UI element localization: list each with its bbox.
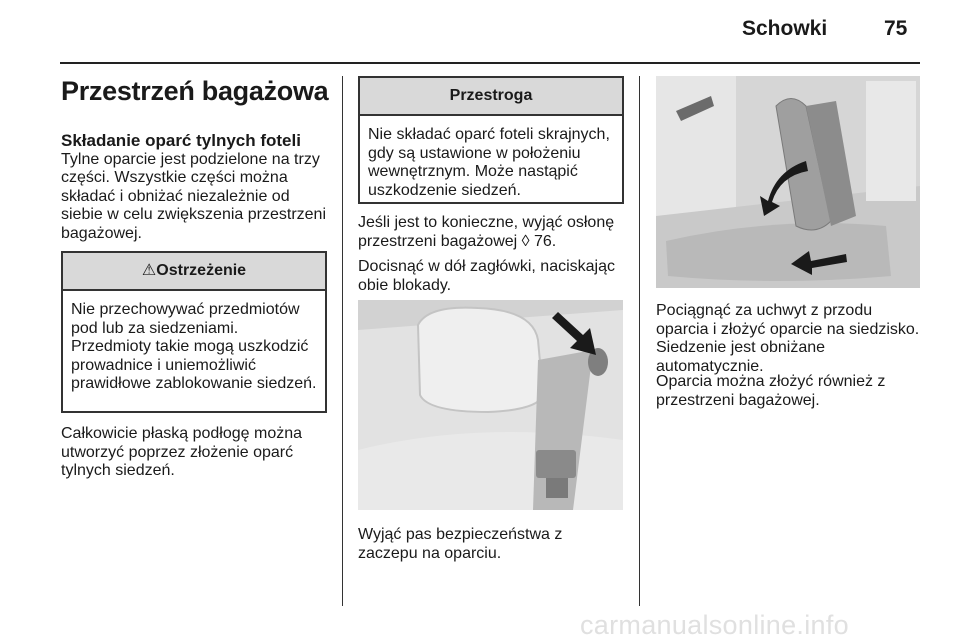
warning-header bbox=[63, 253, 325, 291]
header-divider bbox=[60, 62, 920, 64]
warning-icon: ⚠ bbox=[141, 262, 157, 279]
folding-seat-photo bbox=[656, 76, 920, 288]
paragraph-fold-from-trunk: Oparcia można złożyć również z przestrzeni bagażowej. bbox=[656, 373, 886, 409]
caution-title: Przestroga bbox=[360, 78, 622, 116]
headrest-seatbelt-photo bbox=[358, 300, 623, 510]
page-number: 75 bbox=[884, 17, 908, 40]
image-caption: Wyjąć pas bezpieczeństwa z zaczepu na oparciu. bbox=[358, 526, 563, 562]
caution-box bbox=[358, 76, 624, 204]
column-divider-2 bbox=[639, 76, 640, 606]
warning-box bbox=[61, 251, 327, 413]
section-title: Przestrzeń bagażowa bbox=[61, 76, 329, 106]
outro-paragraph: Całkowicie płaską podłogę można utworzyć poprzez złożenie oparć tylnych siedzeń. bbox=[61, 425, 303, 479]
paragraph-cover-removal: Jeśli jest to konieczne, wyjąć osłonę przestrzeni bagażowej ◊ 76. bbox=[358, 214, 615, 250]
intro-paragraph: Tylne oparcie jest podzielone na trzy części. Wszystkie części można składać i obniżać niezależnie od siebie w celu zwiększenia przestrzeni bagażowej. bbox=[61, 150, 326, 242]
subheading: Składanie oparć tylnych foteli bbox=[61, 131, 301, 150]
watermark: carmanualsonline.info bbox=[580, 610, 849, 640]
warning-text: Nie przechowywać przedmiotów pod lub za siedzeniami. Przedmioty takie mogą uszkodzić prowadnice i uniemożliwić prawidłowe zablokowanie siedzeń. bbox=[71, 301, 317, 392]
paragraph-headrests: Docisnąć w dół zagłówki, naciskając obie blokady. bbox=[358, 258, 615, 294]
warning-title: Ostrzeżenie bbox=[156, 262, 247, 279]
running-header-section: Schowki bbox=[742, 17, 828, 40]
paragraph-fold-backrest: Pociągnąć za uchwyt z przodu oparcia i złożyć oparcie na siedzisko. Siedzenie jest obniżane automatycznie. bbox=[656, 302, 920, 375]
column-divider-1 bbox=[342, 76, 343, 606]
caution-text: Nie składać oparć foteli skrajnych, gdy są ustawione w położeniu wewnętrznym. Może nastąpić uszkodzenie siedzeń. bbox=[368, 126, 610, 199]
intro-block bbox=[61, 132, 327, 243]
